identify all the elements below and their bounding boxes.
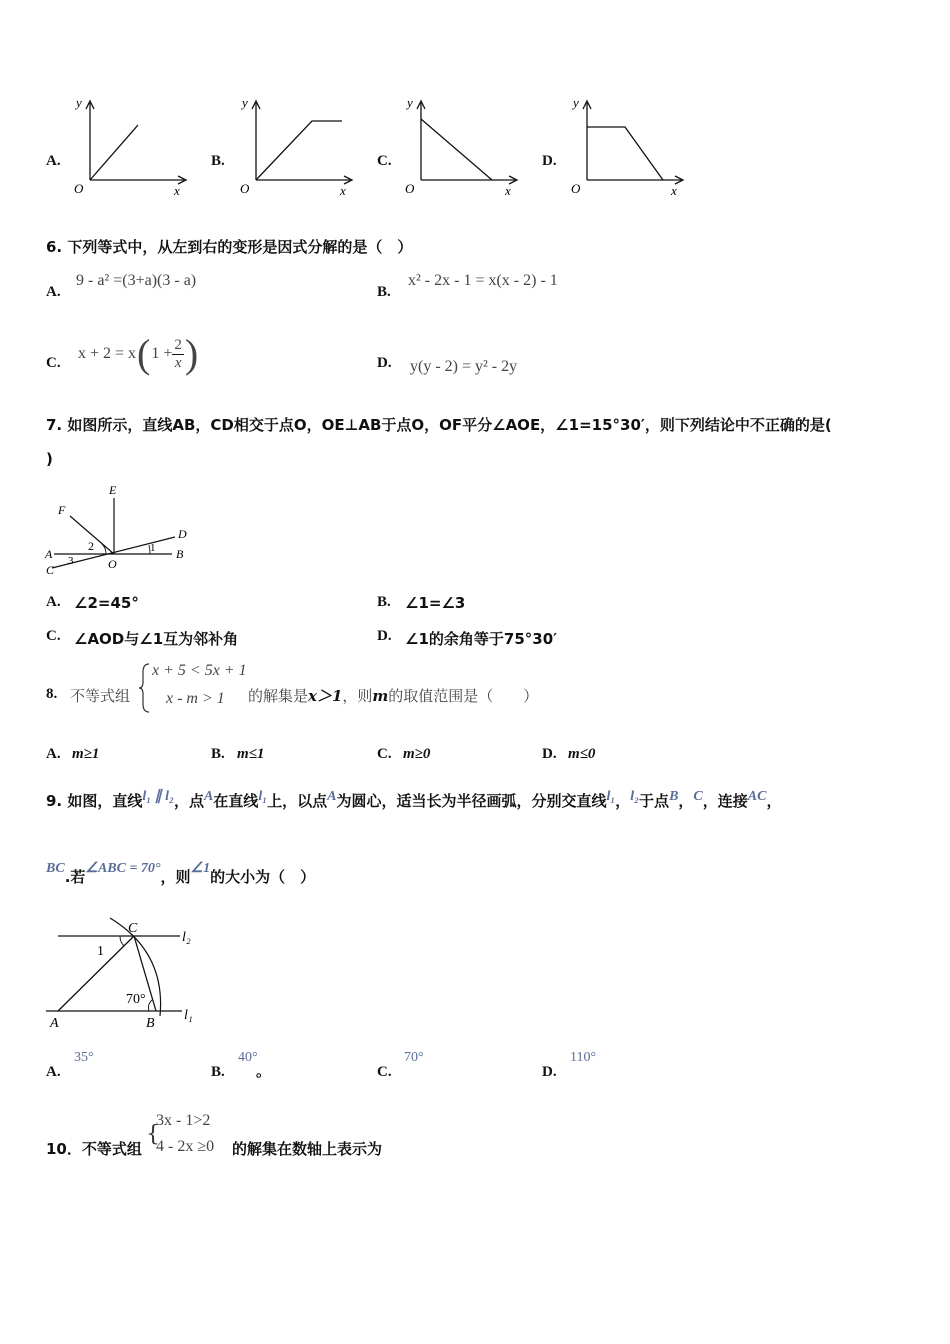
- q7-fig-a: A: [45, 547, 53, 561]
- q5-graph-d: [563, 95, 693, 200]
- q9-t6: 于点: [639, 792, 670, 810]
- q7-option-d-text: ∠1的余角等于75°30′: [405, 630, 558, 648]
- q7-fig-o: O: [108, 557, 117, 571]
- q8-tail: [248, 685, 538, 706]
- q9-t7: ，连接: [702, 792, 748, 810]
- q9-t2: ，点: [173, 792, 204, 810]
- q10-number-prefix: [46, 1138, 142, 1159]
- q9-option-c-text: 70°: [404, 1050, 424, 1065]
- q9-option-b-text: 40°: [238, 1050, 258, 1065]
- q7-option-a-text: ∠2=45°: [74, 594, 139, 612]
- q8-line2: x - m > 1: [166, 690, 225, 707]
- q9-a2: A: [327, 789, 337, 804]
- q5-b-x: x: [340, 183, 346, 198]
- q9-stem-line1: [46, 790, 781, 811]
- q9-option-d-label: D.: [542, 1064, 557, 1080]
- q6-option-a-expr: 9 - a² =(3+a)(3 - a): [76, 272, 197, 289]
- q9-ac: AC: [747, 789, 767, 804]
- q9-t1: 如图，直线: [67, 792, 143, 810]
- q5-option-b-label: B.: [211, 153, 225, 169]
- q6-option-d-label: D.: [377, 355, 392, 371]
- q8-middle: 的解集是: [248, 687, 309, 705]
- q6-option-b-label: B.: [377, 284, 391, 300]
- q5-graph-c: [397, 95, 527, 200]
- q9-angle1: ∠1: [190, 861, 211, 876]
- q9-number: 9.: [46, 792, 63, 810]
- q10-line1: 3x - 1>2: [156, 1112, 211, 1129]
- q9-comma: ，: [615, 792, 631, 810]
- q7-option-c-text: ∠AOD与∠1互为邻补角: [74, 630, 239, 648]
- q10-prefix: 不等式组: [81, 1140, 142, 1158]
- q7-fig-1: 1: [150, 542, 156, 554]
- q7-stem: [46, 414, 832, 435]
- q6-option-c-label: C.: [46, 355, 61, 371]
- q9-fig-a: A: [50, 1016, 59, 1031]
- q9-b: B: [669, 789, 679, 804]
- q8-option-d-label: D.: [542, 746, 557, 762]
- q9-option-d-text: 110°: [570, 1050, 597, 1065]
- q8-option-c-text: m≥0: [403, 746, 431, 762]
- q8-var: m: [372, 687, 389, 705]
- q9-t3: 在直线: [213, 792, 259, 810]
- q9-t4: 上，以点: [267, 792, 328, 810]
- q8-option-d-text: m≤0: [568, 746, 596, 762]
- q6-stem-text: 下列等式中，从左到右的变形是因式分解的是（ ）: [67, 238, 413, 256]
- q9-l1l2: l₁ ∥ l₂: [142, 789, 174, 804]
- q6-option-c-expr: x + 2 = x ( 1 + $\frac{2}{x}$ ): [78, 331, 199, 376]
- q6-option-b-expr: x² - 2x - 1 = x(x - 2) - 1: [408, 272, 558, 289]
- q6-stem: [46, 236, 412, 257]
- q10-number: 10．: [46, 1140, 82, 1158]
- q7-option-b-label: B.: [377, 594, 391, 610]
- q7-stem-tail: ): [46, 450, 53, 468]
- q6-c-den: x: [174, 354, 182, 371]
- q7-fig-e: E: [109, 483, 117, 497]
- q7-option-a-label: A.: [46, 594, 61, 610]
- q7-option-d-label: D.: [377, 628, 392, 644]
- q9-comma3: ，: [766, 792, 782, 810]
- q6-option-d-expr: y(y - 2) = y² - 2y: [410, 358, 518, 375]
- q8-suffix: 的取值范围是（ ）: [388, 687, 539, 705]
- q9-fig-c: C: [128, 921, 138, 936]
- q5-a-x: x: [174, 183, 180, 198]
- q6-number: 6.: [46, 238, 63, 256]
- q5-option-a-label: A.: [46, 153, 61, 169]
- q5-a-y: y: [76, 95, 82, 110]
- q9-t5: 为圆心，适当长为半径画弧，分别交直线: [336, 792, 607, 810]
- q8-number: 8.: [46, 686, 58, 702]
- q7-fig-c: C: [46, 563, 55, 577]
- q10-brace: {: [146, 1122, 160, 1147]
- q9-fig-l2: l₂: [182, 930, 191, 945]
- q8-option-b-text: m≤1: [237, 746, 265, 762]
- q7-fig-3: 3: [68, 555, 74, 567]
- q9-angle: ∠ABC = 70°: [85, 861, 161, 876]
- q8-option-a-label: A.: [46, 746, 61, 762]
- q5-b-o: O: [240, 181, 250, 196]
- q8-middle2: ，则: [342, 687, 373, 705]
- q9-figure: [40, 912, 210, 1037]
- q5-a-o: O: [74, 181, 84, 196]
- q5-c-x: x: [505, 183, 511, 198]
- q5-option-c-label: C.: [377, 153, 392, 169]
- q9-bc: BC: [46, 861, 65, 876]
- q9-l1b: l₁: [606, 789, 616, 804]
- q8-option-b-label: B.: [211, 746, 225, 762]
- q8-prefix: 不等式组: [70, 687, 131, 705]
- q7-stem-text: 如图所示，直线AB，CD相交于点O，OE⊥AB于点O，OF平分∠AOE，∠1=15°30′，则下列结论中不正确的是(: [67, 416, 832, 434]
- q5-d-x: x: [671, 183, 677, 198]
- q9-option-a-label: A.: [46, 1064, 61, 1080]
- q7-option-b-text: ∠1=∠3: [405, 594, 466, 612]
- q9-t9: ，则: [160, 868, 191, 886]
- q9-l2: l₂: [630, 789, 640, 804]
- q7-fig-2: 2: [88, 539, 94, 553]
- q8-cond: x＞1: [308, 687, 343, 705]
- q10-suffix: 的解集在数轴上表示为: [232, 1140, 383, 1158]
- q7-fig-b: B: [176, 547, 184, 561]
- q9-fig-1: 1: [97, 944, 104, 959]
- q8-brace: [138, 662, 152, 714]
- q6-c-one: 1 +: [151, 345, 173, 362]
- q5-d-o: O: [571, 181, 581, 196]
- q9-comma2: ，: [678, 792, 694, 810]
- q10-line2: 4 - 2x ≥0: [156, 1138, 215, 1155]
- q9-fig-l1: l₁: [184, 1008, 193, 1023]
- q9-fig-b: B: [146, 1016, 155, 1031]
- q9-stem-line2: [46, 861, 316, 887]
- q5-c-y: y: [407, 95, 413, 110]
- q9-a: A: [203, 789, 214, 804]
- q9-t10: 的大小为（ ）: [210, 868, 316, 886]
- q9-t8: .若: [64, 868, 86, 886]
- q9-option-b-tail: 。: [256, 1064, 272, 1080]
- q7-figure: [42, 482, 202, 582]
- q8-option-c-label: C.: [377, 746, 392, 762]
- q5-option-d-label: D.: [542, 153, 557, 169]
- q6-option-a-label: A.: [46, 284, 61, 300]
- q6-c-lhs: x + 2 = x: [78, 345, 137, 362]
- q9-fig-70: 70°: [126, 992, 146, 1007]
- q9-option-b-label: B.: [211, 1064, 225, 1080]
- q9-l1: l₁: [258, 789, 268, 804]
- q5-c-o: O: [405, 181, 415, 196]
- q7-fig-d: D: [178, 527, 187, 541]
- q9-option-c-label: C.: [377, 1064, 392, 1080]
- q6-c-num: 2: [174, 336, 182, 353]
- q9-option-a-text: 35°: [74, 1050, 94, 1065]
- q7-fig-f: F: [58, 503, 66, 517]
- q5-d-y: y: [573, 95, 579, 110]
- q5-graph-b: [232, 95, 362, 200]
- q7-number: 7.: [46, 416, 63, 434]
- q6-c-fraction: [172, 337, 184, 372]
- q9-c: C: [693, 789, 703, 804]
- q5-b-y: y: [242, 95, 248, 110]
- q7-option-c-label: C.: [46, 628, 61, 644]
- q5-graph-a: [66, 95, 196, 200]
- q8-line1: x + 5 < 5x + 1: [152, 662, 247, 679]
- q8-option-a-text: m≥1: [72, 746, 100, 762]
